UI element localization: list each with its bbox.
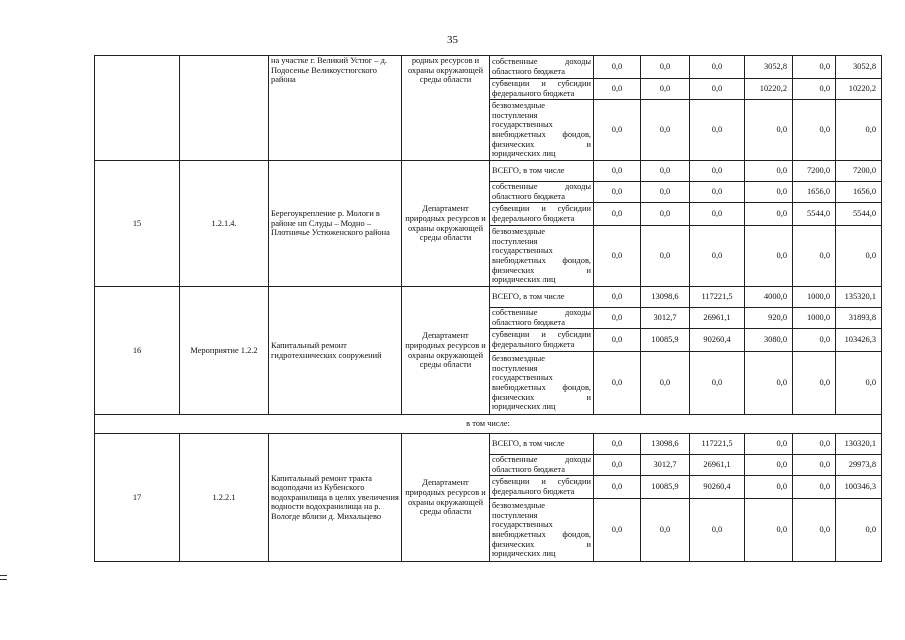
amount-cell: 0,0 — [690, 499, 745, 562]
section-row — [95, 415, 882, 434]
amount-cell: 3052,8 — [836, 56, 882, 79]
amount-cell: 0,0 — [641, 182, 690, 203]
amount-cell: 0,0 — [745, 455, 793, 476]
amount-cell: 0,0 — [690, 56, 745, 79]
amount-cell: 0,0 — [594, 79, 641, 100]
funding-source: собственные доходы областного бюджета — [490, 308, 594, 329]
funding-source: собственные доходы областного бюджета — [490, 182, 594, 203]
amount-cell: 13098,6 — [641, 287, 690, 308]
amount-cell: 0,0 — [594, 203, 641, 226]
table-row — [95, 56, 882, 79]
amount-cell: 10220,2 — [836, 79, 882, 100]
table-row — [95, 287, 882, 308]
amount-cell: 0,0 — [836, 226, 882, 287]
measure-name: Капитальный ремонт тракта водоподачи из Кубенского водохранилища в целях увеличения водности водохранилища на р. Вологде вблизи д. Михальцево — [269, 434, 402, 562]
funding-source: субвенции и субсидии федерального бюджета — [490, 476, 594, 499]
amount-cell: 0,0 — [690, 182, 745, 203]
section-label: в том числе: — [95, 415, 882, 434]
amount-cell: 0,0 — [836, 499, 882, 562]
funding-source: безвозмездные поступления государственных внебюджетных фондов, физических и юридических лиц — [490, 499, 594, 562]
amount-cell: 0,0 — [641, 499, 690, 562]
executor: Департамент природных ресурсов и охраны окружающей среды области — [402, 434, 490, 562]
row-number: 15 — [95, 161, 180, 287]
funding-source: собственные доходы областного бюджета — [490, 455, 594, 476]
amount-cell: 0,0 — [641, 203, 690, 226]
amount-cell: 0,0 — [793, 226, 836, 287]
amount-cell: 0,0 — [793, 329, 836, 352]
amount-cell: 920,0 — [745, 308, 793, 329]
amount-cell: 3052,8 — [745, 56, 793, 79]
amount-cell: 5544,0 — [793, 203, 836, 226]
amount-cell: 0,0 — [594, 182, 641, 203]
funding-source: безвозмездные поступления государственных внебюджетных фондов, физических и юридических лиц — [490, 100, 594, 161]
funding-source: ВСЕГО, в том числе — [490, 161, 594, 182]
table-row — [95, 161, 882, 182]
amount-cell: 4000,0 — [745, 287, 793, 308]
amount-cell: 0,0 — [836, 352, 882, 415]
amount-cell: 0,0 — [745, 100, 793, 161]
amount-cell: 0,0 — [594, 499, 641, 562]
measure-name: на участке г. Великий Устюг – д. Подосенье Великоустюгского района — [269, 56, 402, 161]
executor: Департамент природных ресурсов и охраны окружающей среды области — [402, 161, 490, 287]
amount-cell: 135320,1 — [836, 287, 882, 308]
amount-cell: 0,0 — [594, 329, 641, 352]
amount-cell: 0,0 — [793, 476, 836, 499]
amount-cell: 0,0 — [594, 287, 641, 308]
amount-cell: 0,0 — [641, 352, 690, 415]
amount-cell: 0,0 — [641, 79, 690, 100]
amount-cell: 1000,0 — [793, 287, 836, 308]
amount-cell: 0,0 — [745, 352, 793, 415]
funding-source: безвозмездные поступления государственных внебюджетных фондов, физических и юридических лиц — [490, 352, 594, 415]
row-number: 16 — [95, 287, 180, 415]
amount-cell: 90260,4 — [690, 329, 745, 352]
amount-cell: 7200,0 — [836, 161, 882, 182]
amount-cell: 0,0 — [793, 352, 836, 415]
amount-cell: 0,0 — [745, 476, 793, 499]
amount-cell: 0,0 — [793, 100, 836, 161]
amount-cell: 0,0 — [641, 56, 690, 79]
amount-cell: 0,0 — [836, 100, 882, 161]
amount-cell: 103426,3 — [836, 329, 882, 352]
funding-source: субвенции и субсидии федерального бюджета — [490, 203, 594, 226]
amount-cell: 0,0 — [641, 226, 690, 287]
amount-cell: 13098,6 — [641, 434, 690, 455]
funding-source: субвенции и субсидии федерального бюджета — [490, 79, 594, 100]
row-number — [95, 56, 180, 161]
funding-source: безвозмездные поступления государственных внебюджетных фондов, физических и юридических лиц — [490, 226, 594, 287]
amount-cell: 0,0 — [594, 161, 641, 182]
amount-cell: 0,0 — [641, 100, 690, 161]
amount-cell: 0,0 — [793, 56, 836, 79]
row-number: 17 — [95, 434, 180, 562]
amount-cell: 0,0 — [690, 79, 745, 100]
page-number: 35 — [447, 34, 458, 46]
table-row — [95, 434, 882, 455]
amount-cell: 0,0 — [745, 161, 793, 182]
amount-cell: 1656,0 — [793, 182, 836, 203]
funding-source: собственные доходы областного бюджета — [490, 56, 594, 79]
amount-cell: 1656,0 — [836, 182, 882, 203]
funding-source: ВСЕГО, в том числе — [490, 287, 594, 308]
amount-cell: 29973,8 — [836, 455, 882, 476]
amount-cell: 0,0 — [690, 100, 745, 161]
amount-cell: 0,0 — [594, 56, 641, 79]
measure-code: 1.2.1.4. — [180, 161, 269, 287]
measure-code: 1.2.2.1 — [180, 434, 269, 562]
margin-mark — [0, 575, 7, 583]
measure-code — [180, 56, 269, 161]
amount-cell: 0,0 — [594, 352, 641, 415]
amount-cell: 5544,0 — [836, 203, 882, 226]
amount-cell: 10220,2 — [745, 79, 793, 100]
amount-cell: 117221,5 — [690, 287, 745, 308]
amount-cell: 10085,9 — [641, 329, 690, 352]
amount-cell: 90260,4 — [690, 476, 745, 499]
amount-cell: 0,0 — [690, 203, 745, 226]
amount-cell: 100346,3 — [836, 476, 882, 499]
amount-cell: 0,0 — [690, 352, 745, 415]
amount-cell: 0,0 — [793, 499, 836, 562]
amount-cell: 0,0 — [594, 308, 641, 329]
amount-cell: 0,0 — [793, 434, 836, 455]
amount-cell: 10085,9 — [641, 476, 690, 499]
amount-cell: 7200,0 — [793, 161, 836, 182]
amount-cell: 31893,8 — [836, 308, 882, 329]
amount-cell: 0,0 — [745, 434, 793, 455]
measure-code: Мероприятие 1.2.2 — [180, 287, 269, 415]
amount-cell: 0,0 — [594, 455, 641, 476]
amount-cell: 3080,0 — [745, 329, 793, 352]
amount-cell: 3012,7 — [641, 308, 690, 329]
amount-cell: 0,0 — [690, 226, 745, 287]
measure-name: Берегоукрепление р. Мологи в районе нп Слуды – Модно – Плотничье Устюженского района — [269, 161, 402, 287]
amount-cell: 26961,1 — [690, 308, 745, 329]
executor: родных ресурсов и охраны окружающей среды области — [402, 56, 490, 161]
amount-cell: 0,0 — [594, 476, 641, 499]
amount-cell: 0,0 — [745, 226, 793, 287]
executor: Департамент природных ресурсов и охраны окружающей среды области — [402, 287, 490, 415]
amount-cell: 0,0 — [594, 434, 641, 455]
amount-cell: 0,0 — [594, 100, 641, 161]
funding-source: субвенции и субсидии федерального бюджета — [490, 329, 594, 352]
amount-cell: 0,0 — [745, 203, 793, 226]
measure-name: Капитальный ремонт гидротехнических сооружений — [269, 287, 402, 415]
amount-cell: 0,0 — [793, 79, 836, 100]
table-body — [95, 56, 882, 562]
amount-cell: 0,0 — [641, 161, 690, 182]
amount-cell: 0,0 — [793, 455, 836, 476]
budget-table — [94, 55, 882, 562]
amount-cell: 130320,1 — [836, 434, 882, 455]
amount-cell: 1000,0 — [793, 308, 836, 329]
amount-cell: 3012,7 — [641, 455, 690, 476]
amount-cell: 0,0 — [745, 499, 793, 562]
funding-source: ВСЕГО, в том числе — [490, 434, 594, 455]
amount-cell: 26961,1 — [690, 455, 745, 476]
amount-cell: 117221,5 — [690, 434, 745, 455]
amount-cell: 0,0 — [690, 161, 745, 182]
amount-cell: 0,0 — [745, 182, 793, 203]
amount-cell: 0,0 — [594, 226, 641, 287]
